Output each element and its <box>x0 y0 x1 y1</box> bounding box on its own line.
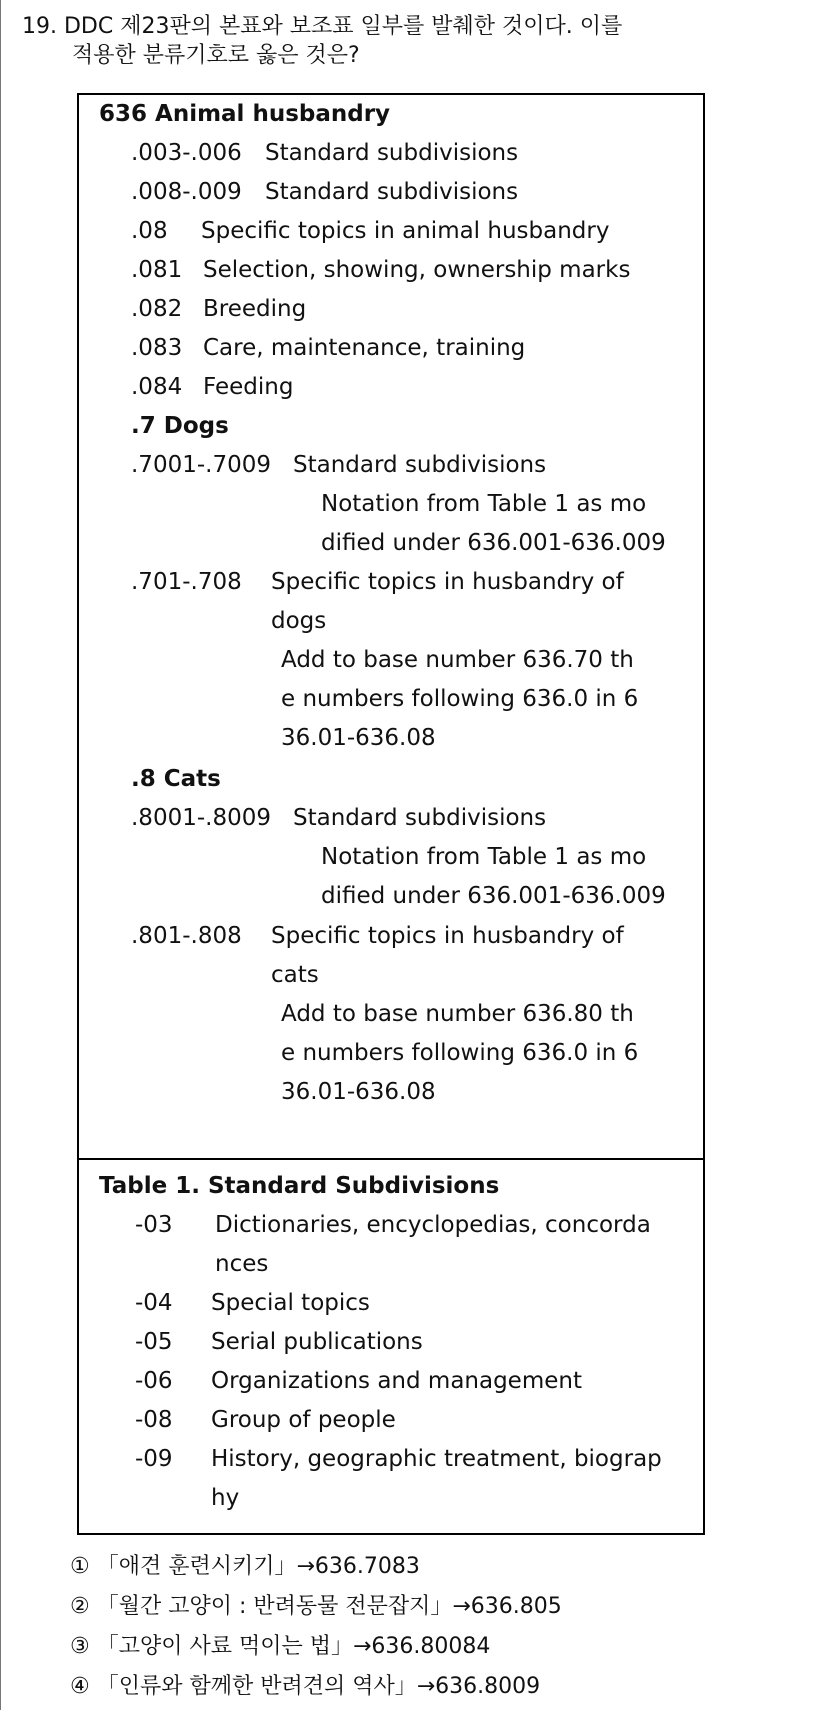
row-number: -06 <box>135 1368 173 1394</box>
dogs-add-note: Add to base number 636.70 th <box>281 647 634 673</box>
cats-heading: .8 Cats <box>131 766 221 792</box>
row-text: Special topics <box>211 1290 370 1316</box>
row-number: .084 <box>131 374 183 400</box>
row-number: -08 <box>135 1407 173 1433</box>
row-text: Standard subdivisions <box>265 140 519 166</box>
row-number: .003-.006 <box>131 140 242 166</box>
row-number: .083 <box>131 335 183 361</box>
row-number: .082 <box>131 296 183 322</box>
row-number: .08 <box>131 218 168 244</box>
page-left-border <box>0 0 1 1710</box>
answer-option-3[interactable]: ③ 「고양이 사료 먹이는 법」→636.80084 <box>70 1634 491 1659</box>
row-number: -03 <box>135 1212 173 1238</box>
row-number: -05 <box>135 1329 173 1355</box>
row-number: .701-.708 <box>131 569 242 595</box>
row-text: Care, maintenance, training <box>203 335 526 361</box>
dogs-add-note: e numbers following 636.0 in 6 <box>281 686 639 712</box>
cats-add-note: e numbers following 636.0 in 6 <box>281 1040 639 1066</box>
row-text: Selection, showing, ownership marks <box>203 257 631 283</box>
cats-specific-text: cats <box>271 962 319 988</box>
schedule-header: 636 Animal husbandry <box>99 101 391 127</box>
row-text: Standard subdivisions <box>265 179 519 205</box>
row-text: Feeding <box>203 374 294 400</box>
row-text: History, geographic treatment, biograp <box>211 1446 662 1472</box>
dogs-notation-note: dified under 636.001-636.009 <box>321 530 666 556</box>
table-divider <box>79 1158 703 1160</box>
dogs-notation-note: Notation from Table 1 as mo <box>321 491 647 517</box>
row-text: Serial publications <box>211 1329 423 1355</box>
row-number: .081 <box>131 257 183 283</box>
cats-notation-note: Notation from Table 1 as mo <box>321 844 647 870</box>
answer-option-1[interactable]: ① 「애견 훈련시키기」→636.7083 <box>70 1554 420 1579</box>
cats-add-note: 36.01-636.08 <box>281 1079 436 1105</box>
cats-add-note: Add to base number 636.80 th <box>281 1001 634 1027</box>
row-text: Dictionaries, encyclopedias, concorda <box>215 1212 651 1238</box>
row-text: Standard subdivisions <box>293 452 547 478</box>
dogs-add-note: 36.01-636.08 <box>281 725 436 751</box>
row-text: Specific topics in husbandry of <box>271 569 624 595</box>
schedule-box <box>77 93 705 1535</box>
question-line-2: 적용한 분류기호로 옳은 것은? <box>72 43 360 68</box>
table1-row-continued: nces <box>215 1251 269 1277</box>
table1-row-continued: hy <box>211 1485 240 1511</box>
row-number: .008-.009 <box>131 179 242 205</box>
table1-header: Table 1. Standard Subdivisions <box>99 1173 500 1199</box>
row-number: .7001-.7009 <box>131 452 271 478</box>
cats-notation-note: dified under 636.001-636.009 <box>321 883 666 909</box>
row-number: -09 <box>135 1446 173 1472</box>
row-text: Specific topics in animal husbandry <box>201 218 610 244</box>
dogs-specific-text: dogs <box>271 608 327 634</box>
answer-option-4[interactable]: ④ 「인류와 함께한 반려견의 역사」→636.8009 <box>70 1674 541 1699</box>
row-text: Standard subdivisions <box>293 805 547 831</box>
answer-option-2[interactable]: ② 「월간 고양이 : 반려동물 전문잡지」→636.805 <box>70 1594 562 1619</box>
row-text: Breeding <box>203 296 307 322</box>
question-line-1: 19. DDC 제23판의 본표와 보조표 일부를 발췌한 것이다. 이를 <box>22 14 623 39</box>
row-number: .8001-.8009 <box>131 805 271 831</box>
row-text: Organizations and management <box>211 1368 582 1394</box>
row-text: Group of people <box>211 1407 396 1433</box>
row-text: Specific topics in husbandry of <box>271 923 624 949</box>
dogs-heading: .7 Dogs <box>131 413 229 439</box>
row-number: .801-.808 <box>131 923 242 949</box>
row-number: -04 <box>135 1290 173 1316</box>
